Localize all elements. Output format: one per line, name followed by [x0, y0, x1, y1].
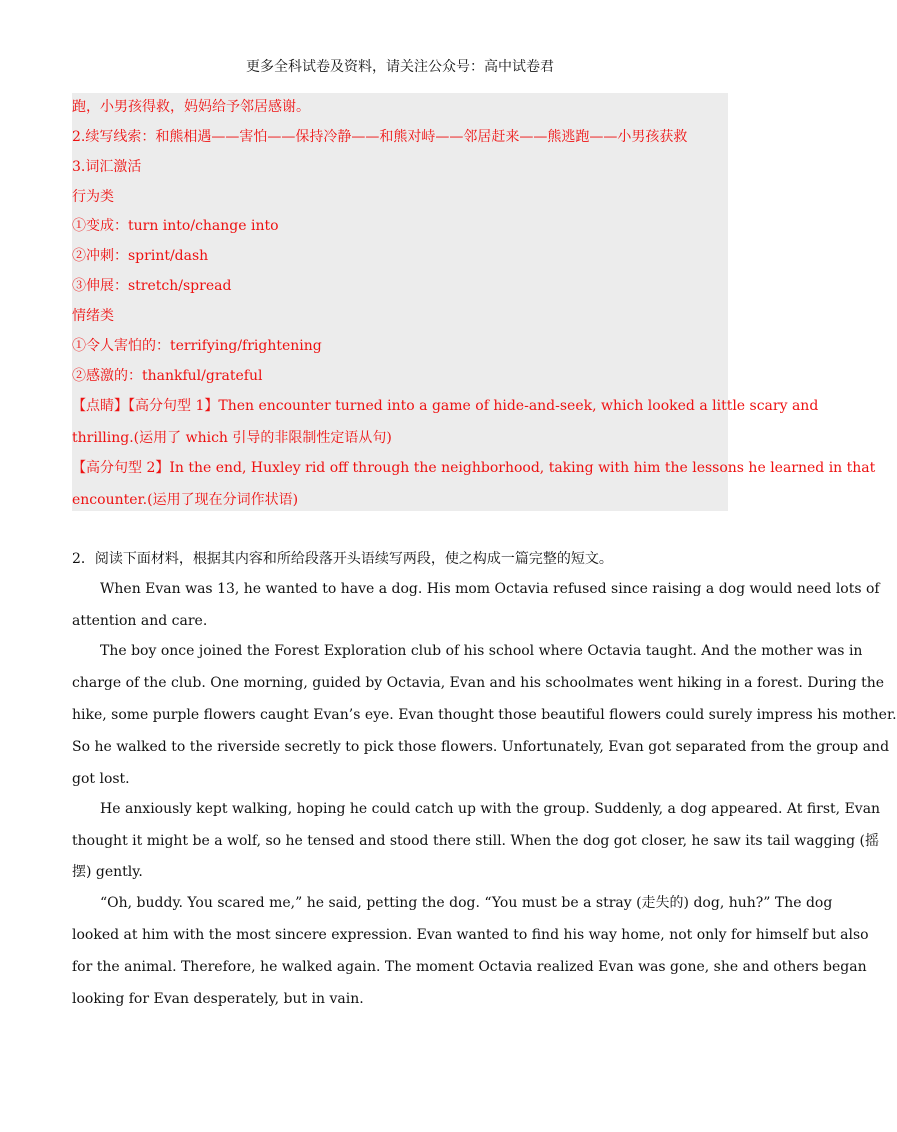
paragraph-line: He anxiously kept walking, hoping he could catch up with the group. Suddenly, a dog appeared. At first, Evan: [100, 801, 881, 817]
paragraph-line: hike, some purple flowers caught Evan’s eye. Evan thought those beautiful flowers could surely impress his mother.: [72, 707, 897, 723]
paragraph-line: for the animal. Therefore, he walked again. The moment Octavia realized Evan was gone, she and others began: [72, 959, 867, 975]
paragraph-line: got lost.: [72, 771, 130, 787]
answer-line: 行为类: [72, 189, 114, 205]
answer-line: ②感激的：thankful/grateful: [72, 368, 263, 384]
paragraph-line: 摆) gently.: [72, 864, 143, 880]
answer-line: ①变成：turn into/change into: [72, 218, 279, 234]
question-instruction: 2．阅读下面材料，根据其内容和所给段落开头语续写两段，使之构成一篇完整的短文。: [72, 551, 613, 567]
answer-line: 3.词汇激活: [72, 159, 142, 175]
answer-line: 跑，小男孩得救，妈妈给予邻居感谢。: [72, 99, 310, 115]
paragraph-line: looked at him with the most sincere expression. Evan wanted to find his way home, not only for himself but also: [72, 927, 869, 943]
answer-line: ①令人害怕的：terrifying/frightening: [72, 338, 322, 354]
paragraph-line: thought it might be a wolf, so he tensed and stood there still. When the dog got closer, he saw its tail wagging (摇: [72, 833, 879, 849]
answer-line: 情绪类: [72, 308, 114, 324]
page-header: 更多全科试卷及资料，请关注公众号：高中试卷君: [246, 59, 554, 75]
answer-line: ③伸展：stretch/spread: [72, 278, 232, 294]
paragraph-line: attention and care.: [72, 613, 208, 629]
answer-line: 【高分句型 2】In the end, Huxley rid off through the neighborhood, taking with him the lessons he learned in that: [72, 460, 876, 476]
paragraph-line: The boy once joined the Forest Exploration club of his school where Octavia taught. And the mother was in: [100, 643, 863, 659]
paragraph-line: charge of the club. One morning, guided by Octavia, Evan and his schoolmates went hiking in a forest. During the: [72, 675, 885, 691]
answer-line: 【点睛】【高分句型 1】Then encounter turned into a game of hide-and-seek, which looked a little scary and: [72, 398, 819, 414]
answer-line: thrilling.(运用了 which 引导的非限制性定语从句): [72, 430, 392, 446]
answer-section: [72, 93, 876, 511]
answer-line: ②冲刺：sprint/dash: [72, 248, 209, 264]
paragraph-line: When Evan was 13, he wanted to have a dog. His mom Octavia refused since raising a dog would need lots of: [100, 581, 880, 597]
paragraph-line: “Oh, buddy. You scared me,” he said, petting the dog. “You must be a stray (走失的) dog, huh?” The dog: [100, 895, 833, 911]
paragraph-line: looking for Evan desperately, but in vain.: [72, 991, 364, 1007]
paragraph-line: So he walked to the riverside secretly to pick those flowers. Unfortunately, Evan got separated from the group and: [72, 739, 890, 755]
answer-line: 2.续写线索：和熊相遇——害怕——保持冷静——和熊对峙——邻居赶来——熊逃跑——小男孩获救: [72, 129, 688, 145]
answer-line: encounter.(运用了现在分词作状语): [72, 492, 299, 508]
